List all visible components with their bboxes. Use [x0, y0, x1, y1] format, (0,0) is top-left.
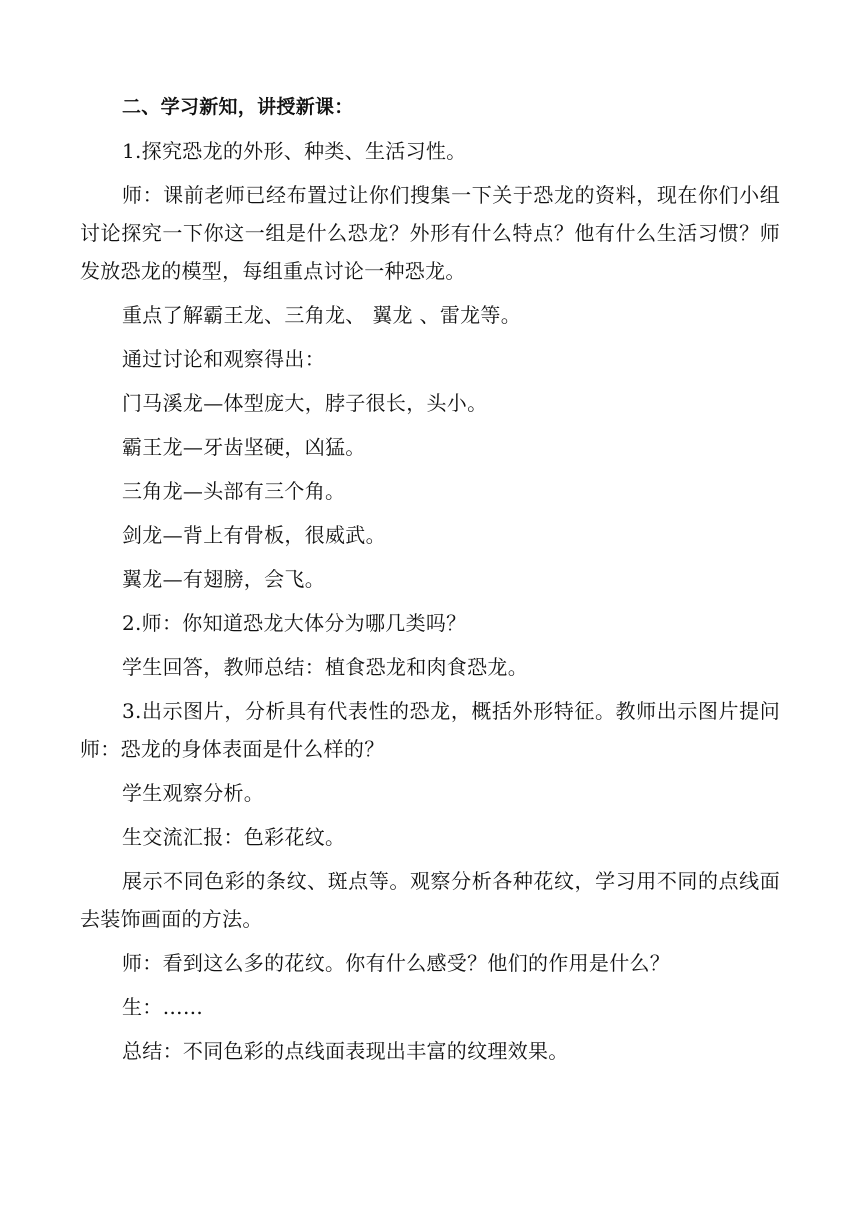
paragraph-student-reply: 生：……: [122, 995, 204, 1019]
paragraph-stegosaurus: 剑龙—背上有骨板，很威武。: [122, 523, 386, 547]
paragraph-summary: 总结：不同色彩的点线面表现出丰富的纹理效果。: [122, 1039, 569, 1063]
paragraph-show-patterns: 展示不同色彩的条纹、斑点等。观察分析各种花纹，学习用不同的点线面去装饰画面的方法。: [80, 869, 780, 931]
paragraph-student-observe: 学生观察分析。: [122, 781, 265, 805]
paragraph-triceratops: 三角龙—头部有三个角。: [122, 479, 346, 503]
paragraph-mamenchisaurus: 门马溪龙—体型庞大，脖子很长，头小。: [122, 391, 488, 415]
paragraph-teacher-intro: 师：课前老师已经布置过让你们搜集一下关于恐龙的资料，现在你们小组讨论探究一下你这一组是什么恐龙？外形有什么特点？他有什么生活习惯？师发放恐龙的模型，每组重点讨论一种恐龙。: [80, 183, 780, 283]
paragraph-key-dinosaurs: 重点了解霸王龙、三角龙、 翼龙 、雷龙等。: [122, 303, 522, 327]
paragraph-student-report: 生交流汇报：色彩花纹。: [122, 825, 346, 849]
paragraph-pterosaur: 翼龙—有翅膀，会飞。: [122, 567, 325, 591]
paragraph-item-3: 3.出示图片，分析具有代表性的恐龙，概括外形特征。教师出示图片提问师：恐龙的身体表面是什么样的？: [80, 699, 780, 761]
section-heading: 二、学习新知，讲授新课：: [122, 96, 354, 118]
paragraph-student-answer: 学生回答，教师总结：植食恐龙和肉食恐龙。: [122, 655, 528, 679]
paragraph-item-1: 1.探究恐龙的外形、种类、生活习性。: [122, 139, 467, 163]
paragraph-tyrannosaurus: 霸王龙—牙齿坚硬，凶猛。: [122, 435, 366, 459]
document-body: [80, 88, 780, 1070]
paragraph-item-2: 2.师：你知道恐龙大体分为哪几类吗？: [122, 611, 467, 635]
paragraph-conclusion-intro: 通过讨论和观察得出：: [122, 347, 325, 371]
paragraph-teacher-question: 师：看到这么多的花纹。你有什么感受？他们的作用是什么？: [122, 951, 671, 975]
